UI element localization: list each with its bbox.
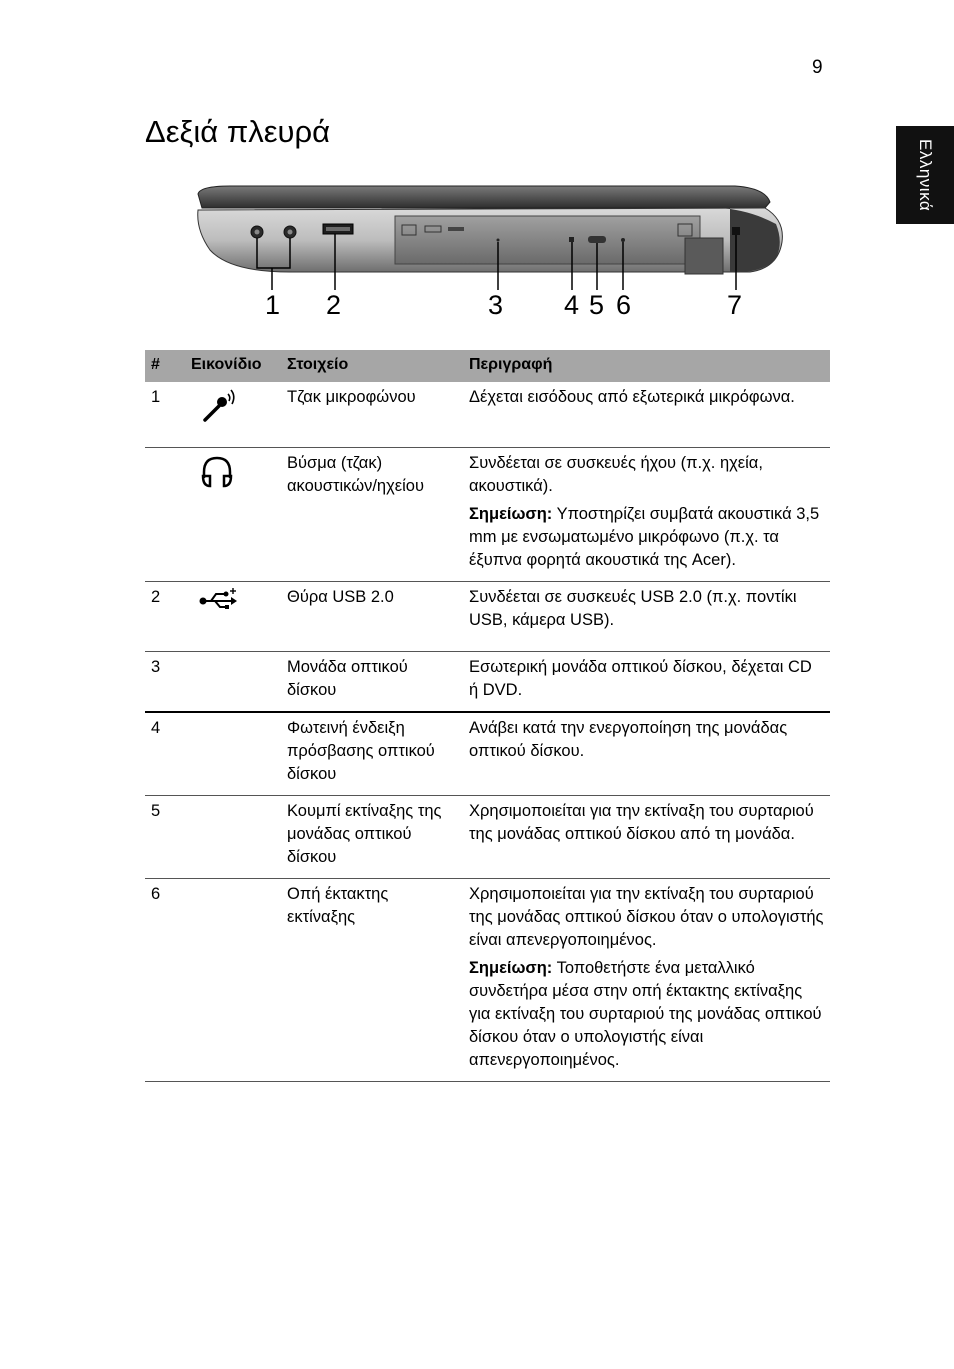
- row-item: Κουμπί εκτίναξης της μονάδας οπτικού δίσκου: [281, 795, 463, 878]
- note-text: Τοποθετήστε ένα μεταλλικό συνδετήρα μέσα στην οπή έκτακτης εκτίναξης για εκτίναξη του συρταριού της μονάδας οπτικού δίσκου όταν ο υπολογιστής είναι απενεργοποιημένος.: [469, 958, 822, 1069]
- table-row: [145, 795, 830, 878]
- row-description: [463, 651, 830, 712]
- row-item: Τζακ μικροφώνου: [281, 382, 463, 447]
- col-header-description: Περιγραφή: [463, 350, 830, 382]
- callout-7: 7: [727, 290, 743, 320]
- language-tab-label: Ελληνικά: [916, 138, 935, 212]
- row-icon-cell: [185, 651, 281, 712]
- description-note: [469, 957, 824, 1072]
- col-header-number: #: [145, 350, 185, 382]
- note-label: Σημείωση:: [469, 958, 553, 977]
- row-number: 3: [145, 651, 185, 712]
- callout-5: 5: [589, 290, 605, 320]
- row-icon-cell: [185, 382, 281, 447]
- row-icon-cell: [185, 447, 281, 581]
- row-number: 5: [145, 795, 185, 878]
- note-text: Υποστηρίζει συμβατά ακουστικά 3,5 mm με ενσωματωμένο μικρόφωνο (π.χ. τα έξυπνα φορητά ακουστικά της Acer).: [469, 504, 820, 569]
- callout-4: 4: [564, 290, 580, 320]
- microphone-icon: [197, 386, 239, 426]
- row-item: Βύσμα (τζακ) ακουστικών/ηχείου: [281, 447, 463, 581]
- row-description: [463, 795, 830, 878]
- callout-1: 1: [265, 290, 281, 320]
- row-item: Θύρα USB 2.0: [281, 581, 463, 651]
- note-label: Σημείωση:: [469, 504, 553, 523]
- spec-table: [145, 350, 830, 1082]
- callout-6: 6: [616, 290, 632, 320]
- table-row: [145, 581, 830, 651]
- row-number: 6: [145, 878, 185, 1081]
- row-number: 2: [145, 581, 185, 651]
- description-text: Συνδέεται σε συσκευές USB 2.0 (π.χ. ποντίκι USB, κάμερα USB).: [469, 587, 797, 629]
- row-item: Οπή έκτακτης εκτίναξης: [281, 878, 463, 1081]
- table-row: [145, 712, 830, 796]
- description-text: Εσωτερική μονάδα οπτικού δίσκου, δέχεται CD ή DVD.: [469, 657, 812, 699]
- description-note: [469, 503, 824, 572]
- row-icon-cell: [185, 878, 281, 1081]
- row-icon-cell: [185, 712, 281, 796]
- row-description: [463, 878, 830, 1081]
- row-description: [463, 581, 830, 651]
- row-number: 4: [145, 712, 185, 796]
- language-tab: [896, 126, 954, 224]
- table-header-row: [145, 350, 830, 382]
- description-text: Χρησιμοποιείται για την εκτίναξη του συρταριού της μονάδας οπτικού δίσκου όταν ο υπολογιστής είναι απενεργοποιημένος.: [469, 884, 824, 949]
- page-title: Δεξιά πλευρά: [145, 114, 331, 149]
- usb-icon: [197, 586, 239, 616]
- page-number: 9: [812, 57, 823, 78]
- row-number: 1: [145, 382, 185, 447]
- table-row: [145, 878, 830, 1081]
- description-text: Δέχεται εισόδους από εξωτερικά μικρόφωνα.: [469, 388, 795, 406]
- description-text: Συνδέεται σε συσκευές ήχου (π.χ. ηχεία, ακουστικά).: [469, 453, 763, 495]
- description-text: Ανάβει κατά την ενεργοποίηση της μονάδας οπτικού δίσκου.: [469, 718, 788, 760]
- table-row: [145, 651, 830, 712]
- row-icon-cell: [185, 581, 281, 651]
- row-item: Μονάδα οπτικού δίσκου: [281, 651, 463, 712]
- row-icon-cell: [185, 795, 281, 878]
- callout-2: 2: [326, 290, 342, 320]
- description-text: Χρησιμοποιείται για την εκτίναξη του συρταριού της μονάδας οπτικού δίσκου από τη μονάδα.: [469, 801, 814, 843]
- table-row: [145, 382, 830, 447]
- col-header-icon: Εικονίδιο: [185, 350, 281, 382]
- row-description: [463, 447, 830, 581]
- row-item: Φωτεινή ένδειξη πρόσβασης οπτικού δίσκου: [281, 712, 463, 796]
- table-row: [145, 447, 830, 581]
- headphones-icon: [197, 452, 237, 492]
- row-description: [463, 712, 830, 796]
- col-header-item: Στοιχείο: [281, 350, 463, 382]
- callout-3: 3: [488, 290, 504, 320]
- row-description: [463, 382, 830, 447]
- row-number: [145, 447, 185, 581]
